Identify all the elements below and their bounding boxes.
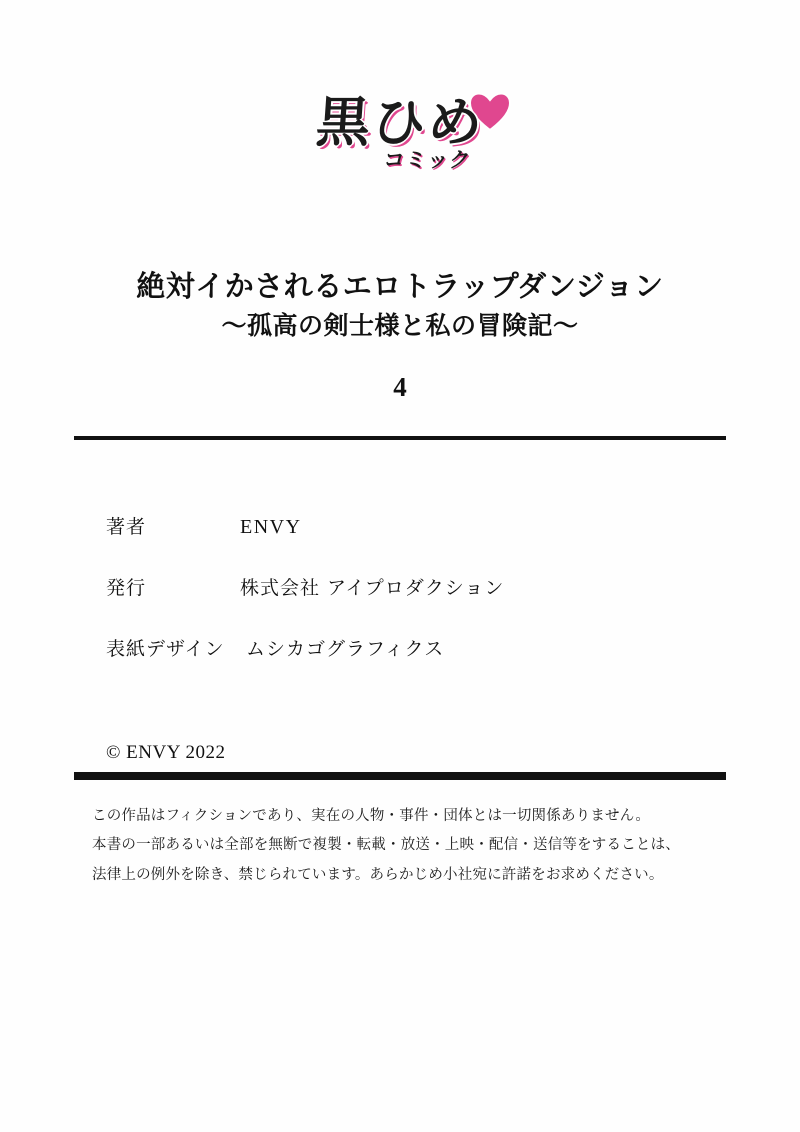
credit-value-publisher: 株式会社 アイプロダクション <box>240 577 505 599</box>
credit-row <box>106 634 726 661</box>
page-subtitle: ～孤高の剣士様と私の冒険記～ <box>221 311 579 341</box>
logo-sub-text: コミック <box>382 148 473 172</box>
disclaimer-block <box>92 805 722 893</box>
copyright-text: © ENVY 2022 <box>106 742 226 763</box>
credits-list <box>106 512 726 695</box>
logo-wrap <box>310 91 490 174</box>
credit-label-cover-design: 表紙デザイン <box>106 638 225 660</box>
title-block <box>0 268 800 403</box>
page-title: 絶対イかされるエロトラップダンジョン <box>136 269 664 303</box>
disclaimer-line: 本書の一部あるいは全部を無断で複製・転載・放送・上映・配信・送信等をすることは、 <box>92 837 680 854</box>
volume-number: 4 <box>393 371 407 402</box>
disclaimer-line: この作品はフィクションであり、実在の人物・事件・団体とは一切関係ありません。 <box>92 808 651 824</box>
credit-label-author: 著者 <box>106 516 147 538</box>
credit-value-author: ENVY <box>240 516 302 538</box>
credit-value-cover-design: ムシカゴグラフィクス <box>246 638 445 660</box>
disclaimer-line: 法律上の例外を除き、禁じられています。あらかじめ小社宛に許諾をお求めください。 <box>92 866 664 883</box>
logo-main-text: 黒ひめ <box>313 91 487 154</box>
credit-row <box>106 573 726 600</box>
publisher-logo <box>0 91 800 174</box>
divider-bottom <box>74 772 726 780</box>
credit-row <box>106 512 726 539</box>
credit-label-publisher: 発行 <box>106 577 147 599</box>
divider-top <box>74 436 726 440</box>
